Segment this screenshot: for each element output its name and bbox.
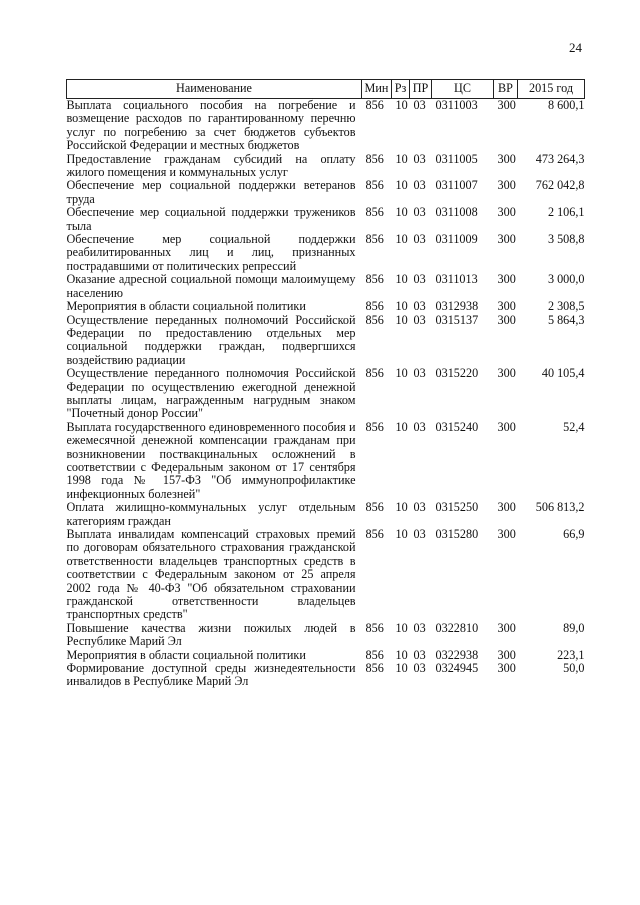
row-rz: 10 bbox=[395, 232, 408, 247]
row-amount: 40 105,4 bbox=[541, 366, 585, 381]
row-amount: 8 600,1 bbox=[547, 98, 585, 112]
table-row bbox=[67, 273, 585, 300]
row-min: 856 bbox=[365, 205, 384, 220]
row-vr: 300 bbox=[497, 232, 516, 247]
page-number: 24 bbox=[569, 40, 582, 55]
row-min: 856 bbox=[365, 647, 384, 662]
row-pr: 03 bbox=[413, 366, 426, 381]
table-row bbox=[67, 501, 585, 528]
row-rz: 10 bbox=[395, 205, 408, 220]
row-pr: 03 bbox=[413, 205, 426, 220]
row-cs: 0322938 bbox=[435, 647, 479, 662]
row-vr: 300 bbox=[497, 366, 516, 381]
row-min: 856 bbox=[365, 312, 384, 327]
row-rz: 10 bbox=[395, 299, 408, 314]
table-row bbox=[67, 314, 585, 368]
row-cs: 0311008 bbox=[435, 205, 478, 220]
row-pr: 03 bbox=[413, 272, 426, 287]
row-pr: 03 bbox=[413, 151, 426, 166]
row-vr: 300 bbox=[497, 419, 516, 434]
row-pr: 03 bbox=[413, 500, 426, 515]
row-amount: 3 000,0 bbox=[547, 272, 585, 287]
row-vr: 300 bbox=[497, 661, 516, 676]
row-rz: 10 bbox=[395, 272, 408, 287]
row-vr: 300 bbox=[497, 500, 516, 515]
row-name: Мероприятия в области социальной политики bbox=[66, 299, 306, 314]
table-row bbox=[67, 179, 585, 206]
row-min: 856 bbox=[365, 299, 384, 314]
row-amount: 5 864,3 bbox=[547, 312, 585, 327]
row-amount: 473 264,3 bbox=[535, 151, 585, 166]
table-row bbox=[67, 300, 585, 313]
row-min: 856 bbox=[365, 620, 384, 635]
row-vr: 300 bbox=[497, 312, 516, 327]
header-pr: ПР bbox=[410, 80, 432, 99]
row-name: Формирование доступной среды жизнедеятельности инвалидов в Республике Марий Эл bbox=[66, 661, 356, 689]
table-row bbox=[67, 649, 585, 662]
row-vr: 300 bbox=[497, 178, 516, 193]
header-vr: ВР bbox=[494, 80, 518, 99]
table-row bbox=[67, 622, 585, 649]
row-amount: 50,0 bbox=[563, 661, 585, 676]
row-min: 856 bbox=[365, 272, 384, 287]
row-name: Выплата социального пособия на погребение и возмещение расходов по гарантированному перечню услуг по погребению за счет бюджетов субъектов Российской Федерации и местных бюджетов bbox=[66, 98, 356, 153]
row-cs: 0311009 bbox=[435, 232, 478, 247]
row-name: Оказание адресной социальной помощи малоимущему населению bbox=[66, 272, 356, 300]
row-min: 856 bbox=[365, 661, 384, 676]
row-name: Обеспечение мер социальной поддержки тружеников тыла bbox=[66, 205, 356, 233]
row-cs: 0311007 bbox=[435, 178, 478, 193]
row-cs: 0322810 bbox=[435, 620, 479, 635]
row-amount: 2 106,1 bbox=[547, 205, 585, 220]
table-row bbox=[67, 528, 585, 622]
row-name: Обеспечение мер социальной поддержки реабилитированных лиц и лиц, признанных пострадавшими от политических репрессий bbox=[66, 232, 356, 273]
row-min: 856 bbox=[365, 232, 384, 247]
row-rz: 10 bbox=[395, 500, 408, 515]
header-min: Мин bbox=[362, 80, 392, 99]
row-cs: 0315240 bbox=[435, 419, 479, 434]
row-pr: 03 bbox=[413, 620, 426, 635]
table-row bbox=[67, 99, 585, 153]
header-year: 2015 год bbox=[518, 80, 585, 99]
row-rz: 10 bbox=[395, 620, 408, 635]
table-row bbox=[67, 421, 585, 501]
row-amount: 52,4 bbox=[563, 419, 585, 434]
row-cs: 0312938 bbox=[435, 299, 479, 314]
row-rz: 10 bbox=[395, 419, 408, 434]
table-row bbox=[67, 153, 585, 180]
row-pr: 03 bbox=[413, 98, 426, 112]
row-min: 856 bbox=[365, 178, 384, 193]
row-amount: 3 508,8 bbox=[547, 232, 585, 247]
table-row bbox=[67, 206, 585, 233]
row-rz: 10 bbox=[395, 366, 408, 381]
row-amount: 223,1 bbox=[557, 647, 585, 662]
header-name: Наименование bbox=[67, 80, 362, 99]
row-vr: 300 bbox=[497, 299, 516, 314]
row-vr: 300 bbox=[497, 205, 516, 220]
row-vr: 300 bbox=[497, 527, 516, 541]
row-pr: 03 bbox=[413, 647, 426, 662]
row-rz: 10 bbox=[395, 151, 408, 166]
row-cs: 0324945 bbox=[435, 661, 479, 676]
row-rz: 10 bbox=[395, 98, 408, 112]
row-name: Оплата жилищно-коммунальных услуг отдельным категориям граждан bbox=[66, 500, 356, 528]
row-min: 856 bbox=[365, 500, 384, 515]
table-row bbox=[67, 233, 585, 273]
row-vr: 300 bbox=[497, 647, 516, 662]
row-pr: 03 bbox=[413, 178, 426, 193]
row-name: Повышение качества жизни пожилых людей в Республике Марий Эл bbox=[66, 620, 356, 649]
row-cs: 0315250 bbox=[435, 500, 479, 515]
row-vr: 300 bbox=[497, 151, 516, 166]
row-pr: 03 bbox=[413, 312, 426, 327]
row-min: 856 bbox=[365, 419, 384, 434]
row-cs: 0311003 bbox=[435, 98, 478, 112]
budget-table bbox=[66, 79, 585, 689]
row-pr: 03 bbox=[413, 299, 426, 314]
row-rz: 10 bbox=[395, 647, 408, 662]
row-name: Осуществление переданного полномочия Российской Федерации по осуществлению ежегодной денежной выплаты лицам, награжденным нагрудным знаком "Почетный донор России" bbox=[66, 366, 356, 421]
row-amount: 506 813,2 bbox=[535, 500, 585, 515]
row-vr: 300 bbox=[497, 620, 516, 635]
row-name: Выплата инвалидам компенсаций страховых премий по договорам обязательного страхования гражданской ответственности владельцев транспортных средств в соответствии с Федеральным законом от 25 апреля 2002 года № 40-ФЗ "Об обязательном страховании гражданской ответственности владельцев транспортных средств" bbox=[66, 527, 356, 622]
row-name: Обеспечение мер социальной поддержки ветеранов труда bbox=[66, 178, 356, 206]
table-header-row bbox=[67, 80, 585, 99]
row-min: 856 bbox=[365, 98, 384, 112]
row-rz: 10 bbox=[395, 661, 408, 676]
table-row bbox=[67, 367, 585, 421]
row-cs: 0311013 bbox=[435, 272, 478, 287]
row-cs: 0311005 bbox=[435, 151, 478, 166]
row-name: Выплата государственного единовременного пособия и ежемесячной денежной компенсации гражданам при возникновении поствакцинальных осложнений в соответствии с Федеральным законом от 17 сентября 1998 года № 157-ФЗ "Об иммунопрофилактике инфекционных болезней" bbox=[66, 419, 356, 501]
row-vr: 300 bbox=[497, 272, 516, 287]
row-cs: 0315220 bbox=[435, 366, 479, 381]
row-amount: 2 308,5 bbox=[547, 299, 585, 314]
row-amount: 66,9 bbox=[563, 527, 585, 541]
row-pr: 03 bbox=[413, 661, 426, 676]
row-min: 856 bbox=[365, 366, 384, 381]
row-vr: 300 bbox=[497, 98, 516, 112]
row-min: 856 bbox=[365, 527, 384, 541]
header-cs: ЦС bbox=[432, 80, 494, 99]
row-cs: 0315280 bbox=[435, 527, 479, 541]
row-name: Осуществление переданных полномочий Российской Федерации по предоставлению отдельных мер социальной поддержки граждан, подвергшихся воздействию радиации bbox=[66, 312, 356, 367]
row-cs: 0315137 bbox=[435, 312, 479, 327]
table-body bbox=[67, 99, 585, 689]
row-amount: 89,0 bbox=[563, 620, 585, 635]
row-name: Мероприятия в области социальной политики bbox=[66, 647, 306, 662]
table-row bbox=[67, 662, 585, 689]
row-amount: 762 042,8 bbox=[535, 178, 585, 193]
header-rz: Рз bbox=[392, 80, 410, 99]
row-rz: 10 bbox=[395, 178, 408, 193]
row-rz: 10 bbox=[395, 527, 408, 541]
row-pr: 03 bbox=[413, 419, 426, 434]
row-rz: 10 bbox=[395, 312, 408, 327]
row-pr: 03 bbox=[413, 527, 426, 541]
row-min: 856 bbox=[365, 151, 384, 166]
row-name: Предоставление гражданам субсидий на оплату жилого помещения и коммунальных услуг bbox=[66, 151, 356, 180]
row-pr: 03 bbox=[413, 232, 426, 247]
